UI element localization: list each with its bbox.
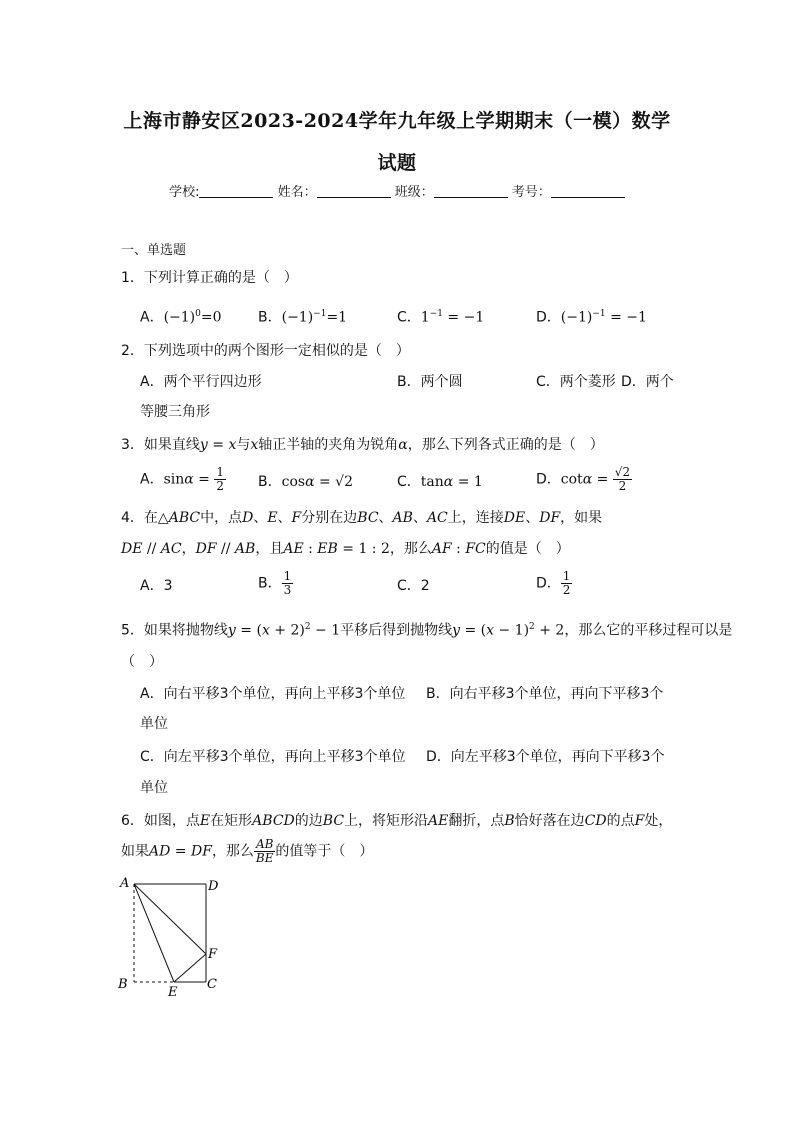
question-6-stem-line1: 6．如图，点E在矩形ABCD的边BC上，将矩形沿AE翻折，点B恰好落在边CD的点F处，: [121, 813, 673, 829]
exam-no-label: 考号：: [511, 185, 551, 200]
q1-option-b: B．$(-1)^{-1}=1$: [258, 309, 348, 326]
section-heading: 一、单选题: [121, 243, 187, 258]
name-blank[interactable]: [317, 185, 391, 198]
school-blank[interactable]: [199, 185, 273, 198]
label-f: F: [208, 947, 218, 962]
label-a: A: [120, 876, 130, 891]
question-1-stem: 1．下列计算正确的是（ ）: [121, 270, 298, 286]
q4-option-a: A．3: [140, 578, 173, 594]
exam-no-blank[interactable]: [551, 185, 625, 198]
q5-option-b: B．向右平移3个单位，再向下平移3个: [426, 686, 664, 702]
q5-option-c: C．向左平移3个单位，再向上平移3个单位: [140, 749, 406, 765]
page-title: 上海市静安区2023-2024学年九年级上学期期末（一模）数学: [123, 110, 671, 132]
label-e: E: [168, 985, 178, 998]
q2-option-a: A．两个平行四边形: [140, 374, 262, 390]
q5-option-b-cont: 单位: [140, 716, 168, 732]
edge-ef: [174, 954, 206, 982]
question-3-stem: 3．如果直线y = x与x轴正半轴的夹角为锐角α，那么下列各式正确的是（ ）: [121, 437, 604, 453]
q3-option-d: D．cotα = $\frac{√2}{2}$: [536, 465, 631, 493]
q5-option-d: D．向左平移3个单位，再向下平移3个: [426, 749, 665, 765]
q2-option-b: B．两个圆: [397, 374, 463, 390]
q5-option-d-cont: 单位: [140, 780, 168, 796]
q1-option-c: C．$1^{-1} = -1$: [397, 309, 485, 326]
q3-option-a: A．sinα = $\frac{1}{2}$: [140, 465, 225, 493]
edge-af: [134, 884, 206, 954]
question-4-stem-line1: 4．在△ABC中，点D、E、F分别在边BC、AB、AC上，连接DE、DF，如果: [121, 510, 603, 526]
name-label: 姓名：: [277, 185, 317, 200]
q4-option-b: B． $\frac{1}{3}$: [258, 569, 292, 597]
q6-figure: [114, 872, 224, 998]
q1-option-a: A．$(-1)^0=0$: [140, 309, 222, 326]
class-blank[interactable]: [434, 185, 508, 198]
q3-option-c: C．tanα = 1: [397, 474, 483, 490]
question-6-stem-line2: 如果AD = DF，那么 $\frac{AB}{BE}$ 的值等于（ ）: [121, 837, 374, 865]
page-title-cont: 试题: [377, 152, 417, 174]
question-4-stem-line2: DE // AC，DF // AB，且AE : EB = 1 : 2，那么AF : FC的值是（ ）: [121, 541, 570, 557]
q4-option-d: D． $\frac{1}{2}$: [536, 569, 571, 597]
q2-option-d: D．两个: [621, 374, 674, 390]
q5-option-a: A．向右平移3个单位，再向上平移3个单位: [140, 686, 406, 702]
student-info: [0, 181, 794, 200]
question-2-stem: 2．下列选项中的两个图形一定相似的是（ ）: [121, 343, 410, 359]
q2-option-c: C．两个菱形: [536, 374, 616, 390]
question-5-stem: 5．如果将抛物线$y = (x + 2)^2 - 1$平移后得到抛物线$y = (x - 1)^2 + 2$，那么它的平移过程可以是: [121, 622, 733, 639]
label-b: B: [118, 977, 128, 992]
q3-option-b: B．cosα = √2: [258, 474, 354, 490]
q1-option-d: D．$(-1)^{-1} = -1$: [536, 309, 647, 326]
q2-option-d-cont: 等腰三角形: [140, 404, 210, 420]
label-c: C: [207, 977, 217, 992]
q4-option-c: C．2: [397, 578, 430, 594]
question-5-stem-cont: （ ）: [121, 654, 163, 670]
edge-ae: [134, 884, 174, 982]
school-label: 学校:: [169, 185, 200, 200]
label-d: D: [208, 879, 219, 894]
class-label: 班级：: [394, 185, 434, 200]
